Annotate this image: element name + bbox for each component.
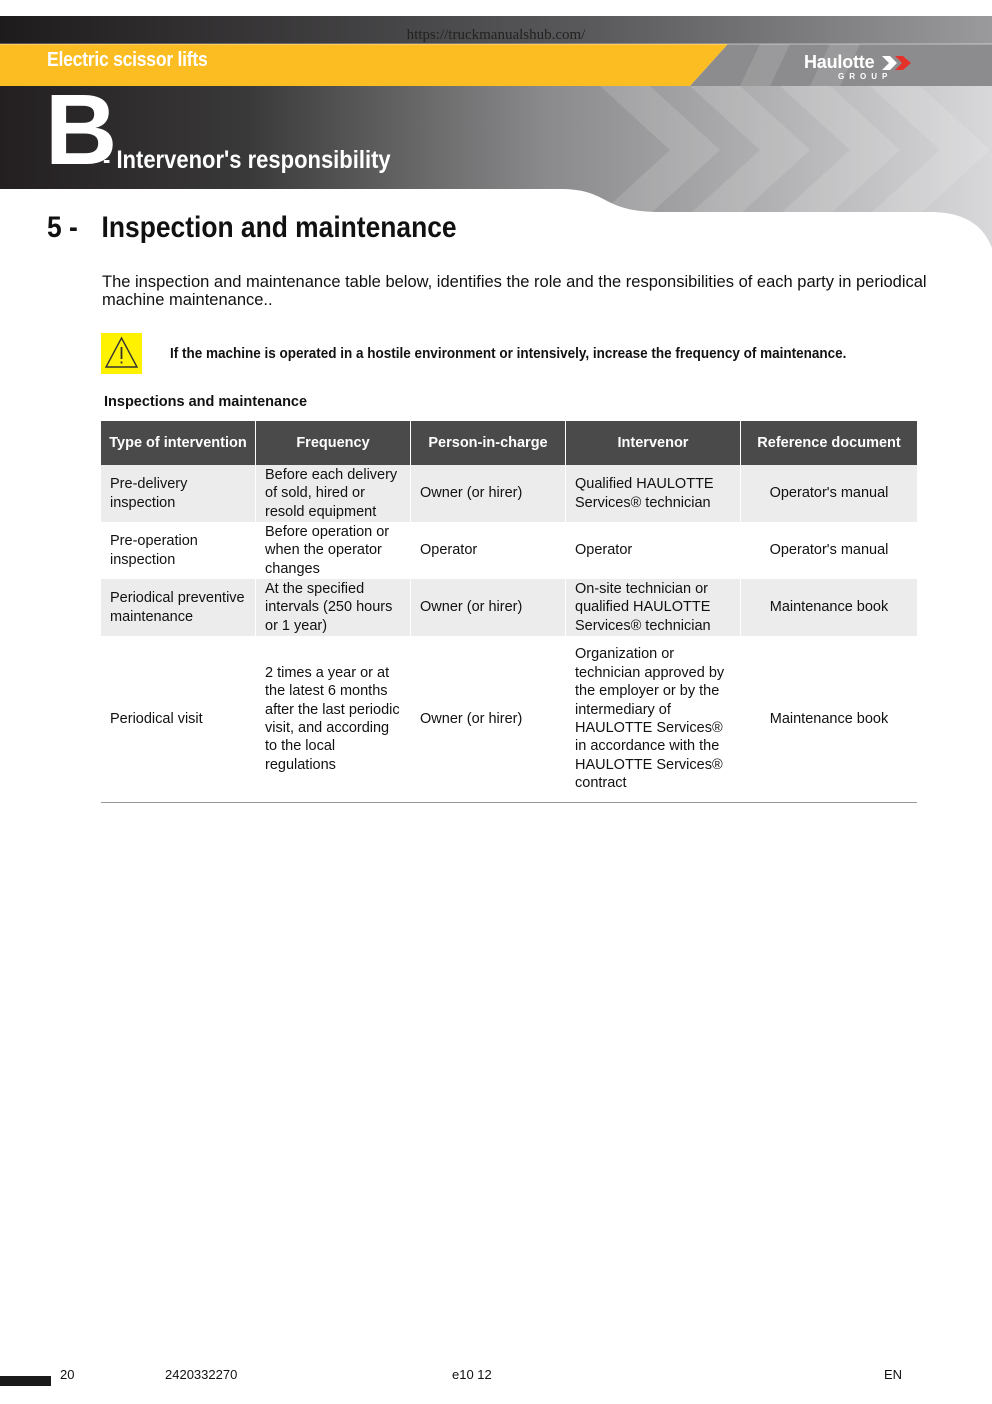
heading-title: Inspection and maintenance — [101, 211, 457, 244]
page-number: 20 — [60, 1367, 75, 1382]
table-cell: Pre-delivery inspection — [101, 465, 256, 522]
table-cell: Before operation or when the operator changes — [256, 522, 411, 579]
table-cell: At the specified intervals (250 hours or 1 year) — [256, 579, 411, 636]
double-chevron-icon — [881, 55, 913, 71]
table-cell: Periodical preventive maintenance — [101, 579, 256, 636]
haulotte-logo — [804, 52, 913, 81]
section-letter: B — [45, 74, 118, 186]
table-cell: Operator — [566, 522, 741, 579]
footer-bar — [0, 1376, 51, 1386]
table-cell: Pre-operation inspection — [101, 522, 256, 579]
table-row — [101, 522, 917, 579]
table-cell: Maintenance book — [741, 636, 918, 803]
warning-text: If the machine is operated in a hostile environment or intensively, increase the frequency of maintenance. — [170, 345, 847, 362]
table-cell: Operator — [411, 522, 566, 579]
table-cell: On-site technician or qualified HAULOTTE Services® technician — [566, 579, 741, 636]
table-cell: Periodical visit — [101, 636, 256, 803]
page-footer — [0, 1366, 992, 1390]
table-cell: Maintenance book — [741, 579, 918, 636]
table-cell: 2 times a year or at the latest 6 months after the last periodic visit, and according to the local regulations — [256, 636, 411, 803]
logo-group-label: GROUP — [838, 72, 893, 81]
table-row — [101, 579, 917, 636]
table-cell: Owner (or hirer) — [411, 465, 566, 522]
table-row — [101, 465, 917, 522]
table-header-row — [101, 421, 917, 465]
table-cell: Operator's manual — [741, 465, 918, 522]
logo-wordmark: Haulotte — [804, 52, 875, 72]
table-cell: Operator's manual — [741, 522, 918, 579]
section-title: - Intervenor's responsibility — [103, 146, 391, 174]
heading-number: 5 - — [47, 211, 78, 244]
table-caption: Inspections and maintenance — [104, 394, 308, 410]
edition-label: e10 12 — [452, 1367, 492, 1382]
table-cell: Owner (or hirer) — [411, 636, 566, 803]
language-label: EN — [884, 1367, 903, 1382]
table-cell: Owner (or hirer) — [411, 579, 566, 636]
table-cell: Before each delivery of sold, hired or resold equipment — [256, 465, 411, 522]
column-header: Person-in-charge — [411, 421, 566, 465]
source-url[interactable]: https://truckmanualshub.com/ — [406, 27, 586, 43]
warning-triangle-icon — [101, 333, 142, 374]
column-header: Intervenor — [566, 421, 741, 465]
category-title: Electric scissor lifts — [47, 49, 208, 71]
page-heading — [47, 211, 457, 245]
table-cell: Organization or technician approved by the employer or by the intermediary of HAULOTTE Services® in accordance with the HAULOTTE Services® contract — [566, 636, 741, 803]
table-cell: Qualified HAULOTTE Services® technician — [566, 465, 741, 522]
document-code: 2420332270 — [165, 1367, 238, 1382]
intro-paragraph: The inspection and maintenance table below, identifies the role and the responsibilities of each party in periodical machine maintenance.. — [102, 273, 927, 309]
column-header: Frequency — [256, 421, 411, 465]
maintenance-table — [101, 421, 917, 803]
table-row — [101, 636, 917, 803]
column-header: Type of intervention — [101, 421, 256, 465]
column-header: Reference document — [741, 421, 918, 465]
